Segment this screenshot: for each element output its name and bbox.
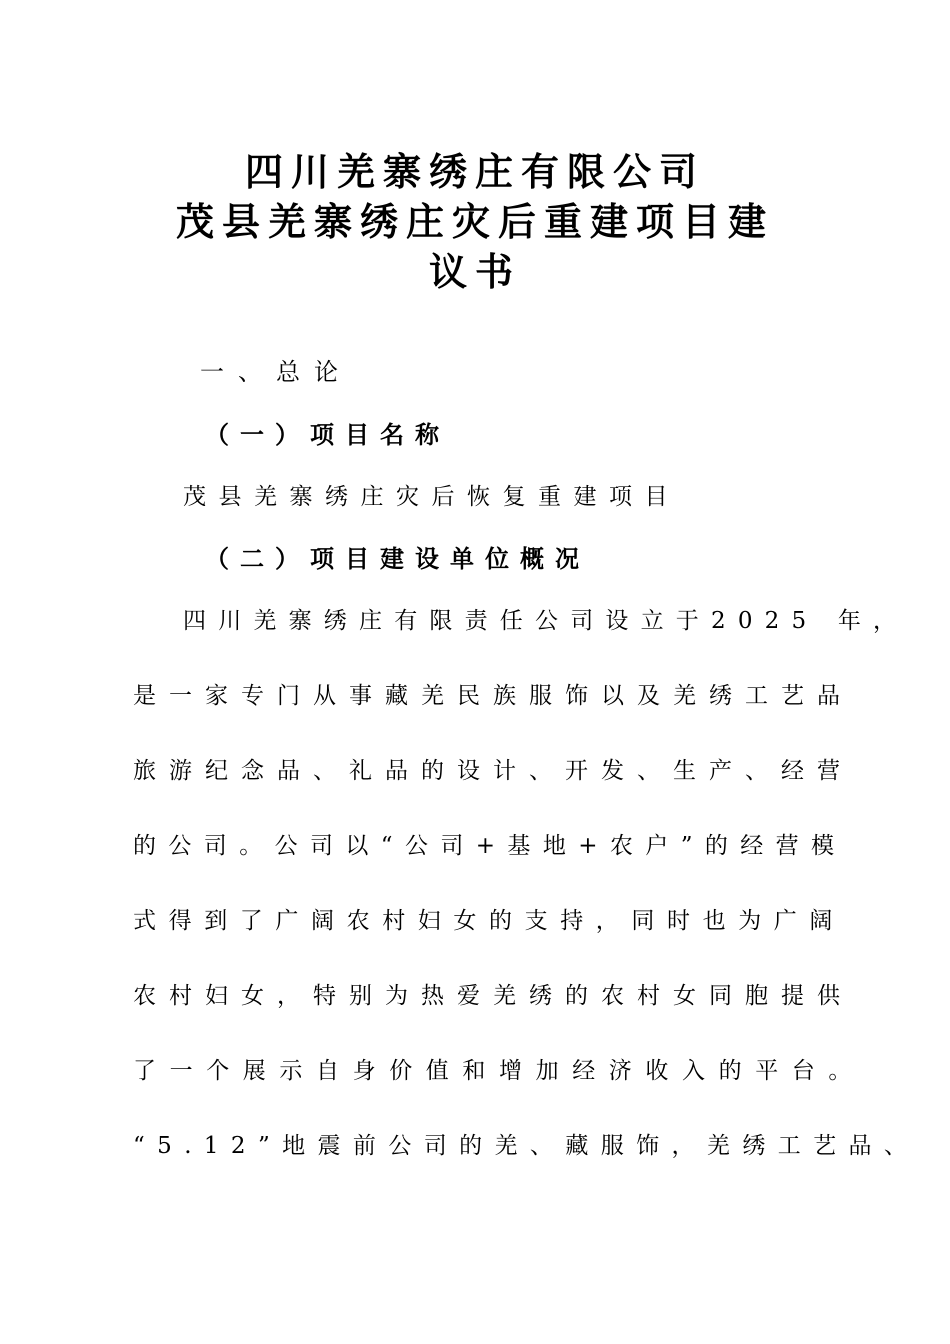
project-name-text: 茂县羌寨绣庄灾后恢复重建项目 [183,484,680,510]
paragraph-line: 是一家专门从事藏羌民族服饰以及羌绣工艺品 [133,683,853,709]
paragraph-line: 了一个展示自身价值和增加经济收入的平台。 [133,1058,865,1084]
paragraph-line: 式得到了广阔农村妇女的支持，同时也为广阔 [133,908,845,934]
paragraph-line: 四川羌寨绣庄有限责任公司设立于2025 年， [183,608,909,634]
paragraph-line: 的公司。公司以“公司+基地+农户”的经营模 [133,833,847,859]
paragraph-line: 农村妇女，特别为热爱羌绣的农村女同胞提供 [133,983,853,1009]
section-heading-general: 一、总论 [200,358,352,386]
subsection-heading-unit-overview: （二）项目建设单位概况 [205,545,590,573]
document-title-line-3: 议书 [428,250,521,294]
subsection-heading-project-name: （一）项目名称 [205,421,450,449]
paragraph-line: “5.12”地震前公司的羌、藏服饰，羌绣工艺品、 [133,1133,920,1159]
paragraph-line: 旅游纪念品、礼品的设计、开发、生产、经营 [133,758,853,784]
document-title-line-2: 茂县羌寨绣庄灾后重建项目建 [175,200,774,244]
document-title-line-1: 四川羌寨绣庄有限公司 [244,150,705,194]
